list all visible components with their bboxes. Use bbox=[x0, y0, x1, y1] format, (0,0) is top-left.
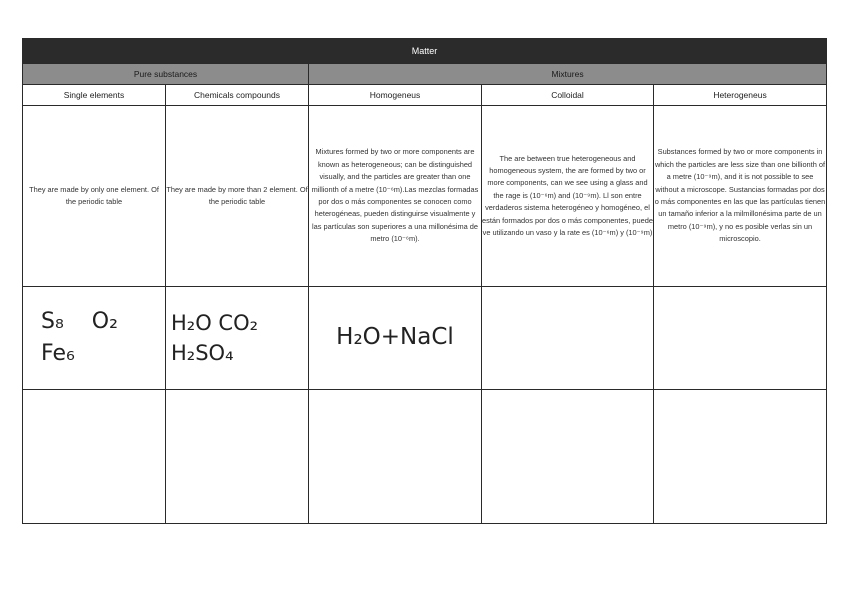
formula-row bbox=[23, 287, 827, 390]
desc-homogeneous: Mixtures formed by two or more components are known as heterogeneous; can be distinguished visually, and the particles are greater than one millionth of a metre (10⁻⁶m).Las mezclas formadas por dos o más componentes se conocen como heterogéneas, pueden distinguirse visualmente y las partículas son superiores a una millonésima de metro (10⁻⁶m). bbox=[311, 147, 479, 244]
table-title: Matter bbox=[23, 39, 827, 64]
matter-table bbox=[22, 38, 827, 524]
group-row bbox=[23, 64, 827, 85]
desc-heterogeneous: Substances formed by two or more components in which the particles are less size than one billionth of a metre (10⁻⁹m), and it is not possible to see without a microscope. Sustancias formadas por dos o más componentes en las que las partículas tienen un tamaño inferior a la milmillonésima parte de un metro (10⁻⁹m), y no es posible verlas sin un microscopio. bbox=[654, 147, 826, 244]
formula-compound-line2: H₂SO₄ bbox=[171, 341, 234, 365]
desc-cell-single bbox=[23, 106, 166, 287]
empty-cell bbox=[166, 390, 309, 524]
desc-cell-compound bbox=[166, 106, 309, 287]
formula-single-line1: S₈ O₂ bbox=[41, 309, 118, 335]
title-row bbox=[23, 39, 827, 64]
col-header-colloidal: Colloidal bbox=[482, 85, 654, 106]
formula-compound-line1: H₂O CO₂ bbox=[171, 310, 259, 335]
empty-row bbox=[23, 390, 827, 524]
empty-cell bbox=[482, 390, 654, 524]
empty-cell bbox=[654, 390, 827, 524]
description-row bbox=[23, 106, 827, 287]
desc-cell-homogeneous bbox=[309, 106, 482, 287]
desc-cell-colloidal bbox=[482, 106, 654, 287]
desc-cell-heterogeneous bbox=[654, 106, 827, 287]
formula-cell-compound bbox=[166, 287, 309, 390]
desc-chemical-compounds: They are made by more than 2 element. Of the periodic table bbox=[166, 184, 308, 206]
col-header-heterogeneous: Heterogeneus bbox=[654, 85, 827, 106]
col-header-homogeneous: Homogeneus bbox=[309, 85, 482, 106]
desc-colloidal: The are between true heterogeneous and homogeneous system, the are formed by two or more components, can we see using a glass and the rage is (10⁻⁶m) and (10⁻⁹m). Ll son entre verdaderos sistema heterogéneo y homogéneo, el están formados por dos o más componentes, puede ve utilizando un vaso y la rate es (10⁻⁶m) y (10⁻⁹m) bbox=[482, 153, 653, 238]
group-mixtures: Mixtures bbox=[309, 64, 827, 85]
desc-single-elements: They are made by only one element. Of the periodic table bbox=[29, 184, 159, 206]
column-header-row bbox=[23, 85, 827, 106]
formula-single-line2: Fe₆ bbox=[41, 341, 75, 366]
formula-cell-single bbox=[23, 287, 166, 390]
col-header-chemical-compounds: Chemicals compounds bbox=[166, 85, 309, 106]
group-pure-substances: Pure substances bbox=[23, 64, 309, 85]
formula-homogeneous: H₂O+NaCl bbox=[336, 324, 454, 351]
formula-cell-colloidal bbox=[482, 287, 654, 390]
formula-cell-homogeneous bbox=[309, 287, 482, 390]
formula-cell-heterogeneous bbox=[654, 287, 827, 390]
empty-cell bbox=[309, 390, 482, 524]
empty-cell bbox=[23, 390, 166, 524]
col-header-single-elements: Single elements bbox=[23, 85, 166, 106]
